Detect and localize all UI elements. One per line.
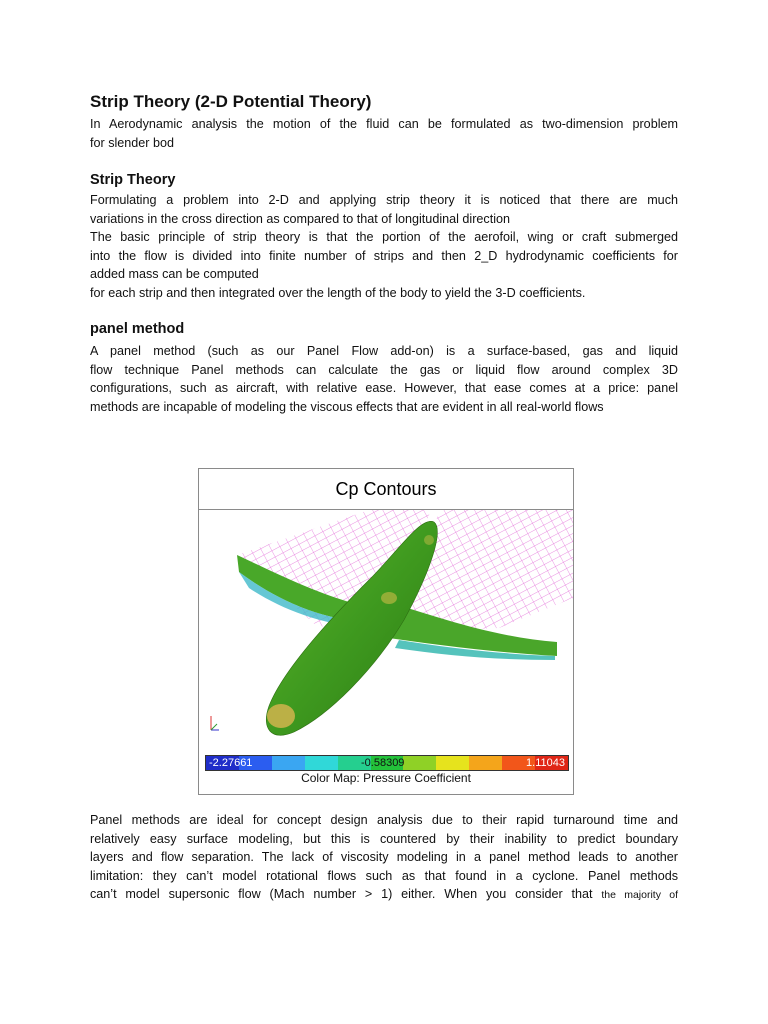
cp-contours-figure bbox=[198, 468, 574, 795]
page-title: Strip Theory (2-D Potential Theory) bbox=[90, 92, 372, 111]
figure-title: Cp Contours bbox=[199, 469, 573, 510]
text-line: flow technique Panel methods can calculate the gas or liquid flow around complex 3D bbox=[90, 362, 678, 377]
text-line: for each strip and then integrated over the length of the body to yield the 3-D coefficients. bbox=[90, 285, 586, 300]
strip-theory-paragraph bbox=[90, 191, 678, 302]
text-line: In Aerodynamic analysis the motion of the fluid can be formulated as two-dimension problem bbox=[90, 117, 678, 131]
text-line: The basic principle of strip theory is that the portion of the aerofoil, wing or craft submerged bbox=[90, 230, 678, 244]
axis-triad-icon bbox=[211, 716, 219, 730]
aircraft-illustration bbox=[199, 510, 573, 750]
wing-root-highlight bbox=[381, 592, 397, 604]
text-line: relatively easy surface modeling, but this is countered by their inability to predict boundary bbox=[90, 831, 678, 846]
text-line-lead: can’t model supersonic flow (Mach number > 1) either. When you consider that bbox=[90, 887, 602, 901]
text-line: into the flow is divided into finite number of strips and then 2_D hydrodynamic coefficients for bbox=[90, 248, 678, 263]
text-line: for slender bod bbox=[90, 135, 175, 150]
section-heading-strip-theory: Strip Theory bbox=[90, 172, 176, 188]
colorbar-min-label: -2.27661 bbox=[209, 757, 253, 769]
section-heading-panel-method: panel method bbox=[90, 321, 185, 337]
text-line-tail: the majority of bbox=[601, 889, 678, 901]
panel-method-paragraph bbox=[90, 342, 678, 416]
aircraft-render bbox=[199, 510, 573, 750]
text-line bbox=[90, 885, 678, 905]
pressure-colorbar bbox=[205, 755, 569, 771]
text-line: added mass can be computed bbox=[90, 267, 259, 281]
text-line: layers and flow separation. The lack of viscosity modeling in a panel method leads to another bbox=[90, 850, 678, 864]
nose-highlight bbox=[267, 704, 295, 728]
intro-paragraph bbox=[90, 115, 678, 152]
figure-caption: Color Map: Pressure Coefficient bbox=[301, 771, 471, 785]
text-line: methods are incapable of modeling the viscous effects that are evident in all real-world flows bbox=[90, 399, 604, 414]
colorbar-mid-label: -0.58309 bbox=[361, 757, 405, 769]
text-line: limitation: they can’t model rotational flows such as that found in a cyclone. Panel methods bbox=[90, 868, 678, 883]
text-line: Panel methods are ideal for concept design analysis due to their rapid turnaround time and bbox=[90, 813, 678, 827]
colorbar-max-label: 1.11043 bbox=[526, 757, 565, 769]
text-line: variations in the cross direction as compared to that of longitudinal direction bbox=[90, 211, 511, 226]
text-line: A panel method (such as our Panel Flow add-on) is a surface-based, gas and liquid bbox=[90, 344, 678, 358]
text-line: Formulating a problem into 2-D and applying strip theory it is noticed that there are much bbox=[90, 193, 678, 207]
text-line: configurations, such as aircraft, with relative ease. However, that ease comes at a price: panel bbox=[90, 381, 678, 395]
tail-highlight bbox=[424, 535, 434, 545]
closing-paragraph bbox=[90, 811, 678, 905]
